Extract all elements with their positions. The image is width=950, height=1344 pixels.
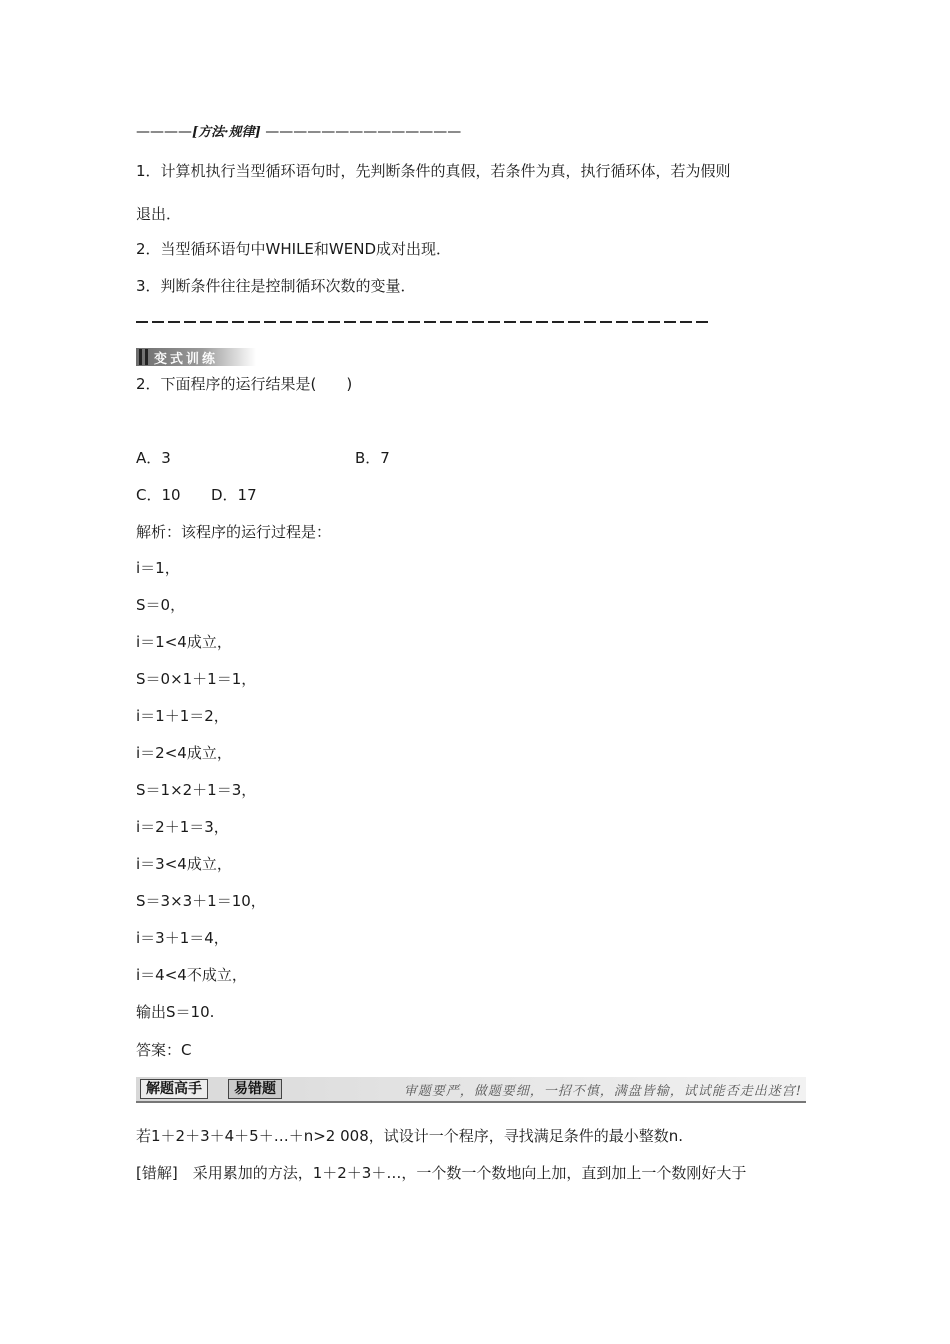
method-heading	[136, 122, 461, 143]
exercise-banner-label: 变式训练	[154, 351, 219, 367]
step-line: i＝3＋1＝4，	[136, 929, 229, 947]
step-line: i＝1<4成立，	[136, 633, 232, 651]
banner-tag-error-prone: 易错题	[228, 1079, 282, 1099]
banner-slogan: 审题要严，做题要细，一招不慎，满盘皆输，试试能否走出迷宫!	[403, 1084, 802, 1099]
step-line: i＝1＋1＝2，	[136, 707, 229, 725]
rule-1-continued: 退出．	[136, 205, 182, 223]
exercise-banner	[136, 348, 256, 366]
banner-tag-experts: 解题高手	[140, 1079, 208, 1099]
option-d: D．17	[211, 486, 257, 504]
answer-text: 答案：C	[136, 1041, 192, 1059]
option-c: C．10	[136, 486, 181, 504]
banner-bars-icon	[139, 349, 148, 365]
error-solution-text: [错解] 采用累加的方法，1＋2＋3＋…，一个数一个数地向上加，直到加上一个数刚好大于	[136, 1164, 747, 1182]
step-line: i＝3<4成立，	[136, 855, 232, 873]
rule-2: 2．当型循环语句中WHILE和WEND成对出现．	[136, 240, 451, 258]
step-line: S＝0，	[136, 596, 186, 614]
step-line: S＝1×2＋1＝3，	[136, 781, 257, 799]
analysis-intro: 解析：该程序的运行过程是：	[136, 523, 332, 541]
question-text: 2．下面程序的运行结果是( )	[136, 375, 353, 393]
problem-text: 若1＋2＋3＋4＋5＋…＋n>2 008，试设计一个程序，寻找满足条件的最小整数n.	[136, 1127, 684, 1145]
heading-left-dashes: ————	[136, 124, 192, 140]
section-banner	[136, 1077, 806, 1103]
step-line: i＝1，	[136, 559, 180, 577]
step-line: S＝0×1＋1＝1，	[136, 670, 257, 688]
rule-1: 1．计算机执行当型循环语句时，先判断条件的真假，若条件为真，执行循环体，若为假则	[136, 162, 731, 180]
step-line: i＝2<4成立，	[136, 744, 232, 762]
step-output: 输出S＝10.	[136, 1003, 215, 1021]
heading-right-dashes: ——————————————	[265, 124, 462, 140]
step-line: i＝4<4不成立，	[136, 966, 247, 984]
option-a: A．3	[136, 449, 171, 467]
heading-label: [方法·规律]	[192, 125, 261, 140]
section-divider	[136, 321, 711, 323]
option-b: B．7	[355, 449, 390, 467]
step-line: S＝3×3＋1＝10，	[136, 892, 266, 910]
step-line: i＝2＋1＝3，	[136, 818, 229, 836]
rule-3: 3．判断条件往往是控制循环次数的变量．	[136, 277, 416, 295]
